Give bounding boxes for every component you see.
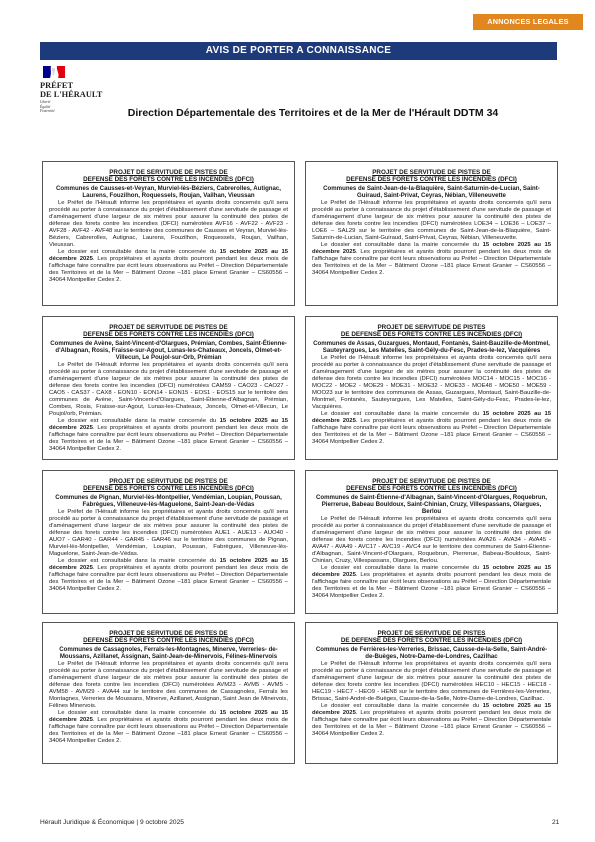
prefecture-logo bbox=[40, 66, 103, 126]
notice-title: PROJET DE SERVITUDE DE PISTES DE DEFENSE DES FORETS CONTRE LES INCENDIES (DFCI) bbox=[83, 169, 254, 184]
section-tag: ANNONCES LEGALES bbox=[473, 14, 583, 30]
notice-title: PROJET DE SERVITUDE DE PISTES DE DEFENSE DES FORETS CONTRE LES INCENDIES (DFCI) bbox=[340, 630, 523, 645]
logo-motto: Liberté Égalité Fraternité bbox=[40, 100, 55, 114]
notice-box bbox=[42, 161, 295, 306]
notice-communes: Communes de Saint-Étienne-d'Albagnan, Saint-Vincent-d'Olargues, Roquebrun, Pierrerue, Babeau Bouldoux, Saint-Chinian, Cruzy, Villespassans, Olargues, Berlou bbox=[316, 494, 547, 516]
page-number: 21 bbox=[552, 819, 560, 826]
notice-title: PROJET DE SERVITUDE DE PISTES DE DEFENSE DES FORETS CONTRE LES INCENDIES (DFCI) bbox=[346, 478, 517, 493]
notice-box bbox=[305, 470, 558, 614]
notice-box bbox=[305, 622, 558, 764]
notice-body: Le Préfet de l'Hérault informe les propriétaires et ayants droits concernés qu'il sera procédé au porter à connaissance du projet d'établissement d'une servitude de passage et d'aménagement d'une largeur de six mètres pour assurer la continuité des pistes de défense des forets contre les incendies (DFCI) numérotées LOE34 – LOE36 – LOE37 – LOE6 – SAL29 sur le territoire des communes de Saint-Jean-de-la-Blaquière, Saint-Saturnin-de-Lucian, Saint-Guiraud, Saint-Privat, Ceyras, Nébian, Villeneuvette. Le dossier est consultable dans la mairie concernée du 15 octobre 2025 au 15 décembre 2025. Les propriétaires et ayants droits pourront pendant les deux mois de l'affichage faire connaître par écrit leurs observations au Préfet – Direction Départementale des Territoires et de la Mer – Bâtiment Ozone –181 place Ernest Granier – CS60556 – 34064 Montpellier Cedex 2. bbox=[312, 200, 552, 277]
notice-box bbox=[305, 161, 558, 306]
logo-line-2: DE L'HÉRAULT bbox=[40, 90, 103, 99]
notice-body: Le Préfet de l'Hérault informe les propriétaires et ayants droits concernés qu'il sera procédé au porter à connaissance du projet d'établissement d'une servitude de passage et d'aménagement d'une largeur de six mètres pour assurer la continuité des pistes de défense des forets contre les incendies (DFCI) numérotées AVA26 - AVA34 - AVA45 - AVA47 - AVA49 - AVC17 - AVC19 - AVC4 sur le territoire des communes de Saint-Étienne-d'Albagnan, Saint-Vincent-d'Olargues, Roquebrun, Pierrerue, Babeau-Bouldoux, Saint-Chinian, Cruzy, Villespassans, Olargues, Berlou. Le dossier est consultable dans la mairie concernée du 15 octobre 2025 au 15 décembre 2025. Les propriétaires et ayants droits pourront pendant les deux mois de l'affichage faire connaître par écrit leurs observations au Préfet – Direction Départementale des Territoires et de la Mer – Bâtiment Ozone –181 place Ernest Granier – CS60556 – 34064 Montpellier Cedex 2. bbox=[312, 516, 552, 600]
notice-box bbox=[42, 622, 295, 764]
notice-body: Le Préfet de l'Hérault informe les propriétaires et ayants droits concernés qu'il sera procédé au porter à connaissance du projet d'établissement d'une servitude de passage et d'aménagement d'une largeur de six mètres pour assurer la continuité des pistes de défense des forets contre les incendies (DFCI) numérotées HEC10 - HEC15 - HEC18 - HEC19 - HEC7 - HEO9 - HEN8 sur le territoire des communes de Ferrières-les-Verreries, Brissac, Saint-André-de-Buèges, Causse-de-la-Selle, Notre-Dame-de-Londres, Cazilhac. Le dossier est consultable dans la mairie concernée du 15 octobre 2025 au 15 décembre 2025. Les propriétaires et ayants droits pourront pendant les deux mois de l'affichage faire connaître par écrit leurs observations au Préfet – Direction Départementale des Territoires et de la Mer – Bâtiment Ozone –181 place Ernest Granier – CS60556 – 34064 Montpellier Cedex 2. bbox=[312, 661, 552, 738]
notice-box bbox=[305, 316, 558, 460]
notice-title: PROJET DE SERVITUDE DE PISTES DE DEFENSE DES FORETS CONTRE LES INCENDIES (DFCI) bbox=[83, 630, 254, 645]
notice-communes: Communes de Cassagnoles, Ferrals-les-Montagnes, Minerve, Verreries- de-Moussans, Azillanet, Assignan, Saint-Jean-de-Minervois, Félines-Minervois bbox=[59, 646, 278, 661]
notice-communes: Communes de Saint-Jean-de-la-Blaquière, Saint-Saturnin-de-Lucian, Saint-Guiraud, Saint-Privat, Ceyras, Nébian, Villeneuvette bbox=[323, 185, 540, 200]
notice-communes: Communes de Pignan, Murviel-lès-Montpellier, Vendémian, Loupian, Poussan, Fabrègues, Villeneuve-lès-Maguelone, Saint-Jean-de-Védas bbox=[55, 494, 282, 509]
notice-body: Le Préfet de l'Hérault informe les propriétaires et ayants droits concernés qu'il sera procédé au porter à connaissance du projet d'établissement d'une servitude de passage et d'aménagement d'une largeur de six mètres pour assurer la continuité des pistes de défense des forets contre les incendies (DFCI) numérotées AVM23 - AVM5 - AVM5 - AVM58 - AVM29 - AVA44 sur le territoire des communes de Cassagnoles, Ferrals les Montagnes, Verreries de Moussans, Minerve, Azillanet, Assignan, Saint Jean de Minervois, Félines Minervois. Le dossier est consultable dans la mairie concernée du 15 octobre 2025 au 15 décembre 2025. Les propriétaires et ayants droits pourront pendant les deux mois de l'affichage faire connaître par écrit leurs observations au Préfet – Direction Départementale des Territoires et de la Mer – Bâtiment Ozone –181 place Ernest Granier – CS60556 – 34064 Montpellier Cedex 2. bbox=[49, 661, 289, 745]
notice-body: Le Préfet de l'Hérault informe les propriétaires et ayants droits concernés qu'il sera procédé au porter à connaissance du projet d'établissement d'une servitude de passage et d'aménagement d'une largeur de six mètres pour assurer la continuité des pistes de défense des forets contre les incendies (DFCI) numérotées AVF16 - AVF22 - AVF23 - AVF28 - AVF42 - AVF48 sur le territoire des communes de Causses et Veyran, Murviel-lès-Béziers, Cabrerolles, Autignac, Laurens, Fouzilhon, Roquessels, Roujan, Vailhan, Vieussan. Le dossier est consultable dans la mairie concernée du 15 octobre 2025 au 15 décembre 2025. Les propriétaires et ayants droits pourront pendant les deux mois de l'affichage faire connaître par écrit leurs observations au Préfet – Direction Départementale des Territoires et de la Mer – Bâtiment Ozone –181 place Ernest Granier – CS60556 – 34064 Montpellier Cedex 2. bbox=[49, 200, 289, 284]
logo-line-1: PRÉFET bbox=[40, 81, 74, 90]
notice-title: PROJET DE SERVITUDE DE PISTES DE DEFENSE DES FORETS CONTRE LES INCENDIES (DFCI) bbox=[83, 478, 254, 493]
notice-communes: Communes de Ferrières-les-Verreries, Brissac, Causse-de-la-Selle, Saint-André-de-Buèges, Notre-Dame-de-Londres, Cazilhac bbox=[315, 646, 548, 661]
notice-title: PROJET DE SERVITUDE DE PISTES DE DEFENSE DES FORETS CONTRE LES INCENDIES (DFCI) bbox=[346, 169, 517, 184]
notice-communes: Communes de Avène, Saint-Vincent-d'Olargues, Prémian, Combes, Saint-Étienne-d'Albagnan, Rosis, Fraisse-sur-Agout, Lunas-les-Chateaux, Joncels, Olmet-et-Villecun, Le Poujol-sur-Orb, Prémian bbox=[50, 340, 287, 362]
notice-body: Le Préfet de l'Hérault informe les propriétaires et ayants droits concernés qu'il sera procédé au porter à connaissance du projet d'établissement d'une servitude de passage et d'aménagement d'une largeur de six mètres pour assurer la continuité des pistes de défense des forets contre les incendies (DFCI) numérotées AUE1 - AUE13 - AUO40 - AUO7 - GAR40 - GAR44 - GAR45 - GAR46 sur le territoire des communes de Pignan, Murviel-lès-Montpellier, Vendémian, Loupian, Poussan, Fabrègues, Villeneuve-lès-Maguelone, Saint-Jean-de-Védas. Le dossier est consultable dans la mairie concernée du 15 octobre 2025 au 15 décembre 2025. Les propriétaires et ayants droits pourront pendant les deux mois de l'affichage faire connaître par écrit leurs observations au Préfet – Direction Départementale des Territoires et de la Mer – Bâtiment Ozone –181 place Ernest Granier – CS60556 – 34064 Montpellier Cedex 2. bbox=[49, 509, 289, 593]
footer-publication: Hérault Juridique & Économique | 9 octobre 2025 bbox=[40, 819, 184, 826]
banner-title: AVIS DE PORTER A CONNAISSANCE bbox=[40, 42, 557, 60]
notice-box bbox=[42, 470, 295, 614]
headline: Direction Départementale des Territoires et de la Mer de l'Hérault DDTM 34 bbox=[127, 107, 499, 119]
marianne-flag-icon bbox=[43, 66, 65, 78]
notice-title: PROJET DE SERVITUDE DE PISTES DE DEFENSE DES FORETS CONTRE LES INCENDIES (DFCI) bbox=[340, 324, 523, 339]
notice-body: Le Préfet de l'Hérault informe les propriétaires et ayants droits concernés qu'il sera procédé au porter à connaissance du projet d'établissement d'une servitude de passage et d'aménagement d'une largeur de six mètres pour assurer la continuité des pistes de défense des forets contre les incendies (DFCI) numérotées MOC14 - MOC15 - MOC16 - MOC22 - MOE2 - MOE29 - MOE31 - MOE32 - MOE33 - MOE48 - MOE50 - MOE59 - MOO23 sur le territoire des communes de Assas, Guzargues, Montaud, Saint-Bauzille-de-Montmel, Fontanès, Sauteyrargues, Les Matelles, Saint-Gély-du-Fesc, Prades-le-lez, Vacquières. Le dossier est consultable dans la mairie concernée du 15 octobre 2025 au 15 décembre 2025. Les propriétaires et ayants droits pourront pendant les deux mois de l'affichage faire connaître par écrit leurs observations au Préfet – Direction Départementale des Territoires et de la Mer – Bâtiment Ozone –181 place Ernest Granier – CS60556 – 34064 Montpellier Cedex 2. bbox=[312, 355, 552, 446]
notice-box bbox=[42, 316, 295, 460]
notice-communes: Communes de Causses-et-Veyran, Murviel-lès-Béziers, Cabrerolles, Autignac, Laurens, Fouzilhon, Roquessels, Roujan, Vailhan, Vieussan bbox=[56, 185, 281, 200]
notice-title: PROJET DE SERVITUDE DE PISTES DE DEFENSE DES FORETS CONTRE LES INCENDIES (DFCI) bbox=[83, 324, 254, 339]
notice-communes: Communes de Assas, Guzargues, Montaud, Fontanès, Saint-Bauzille-de-Montmel, Sauteyrargues, Les Matelles, Saint-Gély-du-Fesc, Prades-le-lez, Vacquières bbox=[313, 340, 550, 355]
notice-body: Le Préfet de l'Hérault informe les propriétaires et ayants droits concernés qu'il sera procédé au porter à connaissance du projet d'établissement d'une servitude de passage et d'aménagement d'une largeur de six mètres pour assurer la continuité des pistes de défense des forets contre les incendies (DFCI) numérotées CAM59 - CAO23 - CAO27 - CAO5 - CAS37 - CAX8 - EON10 - EON14 - EON15 - EOS1 - EOS15 sur le territoire des communes de Avène, Saint-Vincent-d'Olargues, Saint-Étienne-d'Albagnan, Prémian, Combes, Rosis, Fraisse-sur-Agout, Lunas-les-Chateaux, Joncels, Olmet-et-Villecun, Le Poujol/orb, Prémian. Le dossier est consultable dans la mairie concernée du 15 octobre 2025 au 15 décembre 2025. Les propriétaires et ayants droits pourront pendant les deux mois de l'affichage faire connaître par écrit leurs observations au Préfet – Direction Départementale des Territoires et de la Mer – Bâtiment Ozone –181 place Ernest Granier – CS60556 – 34064 Montpellier Cedex 2. bbox=[49, 362, 289, 453]
